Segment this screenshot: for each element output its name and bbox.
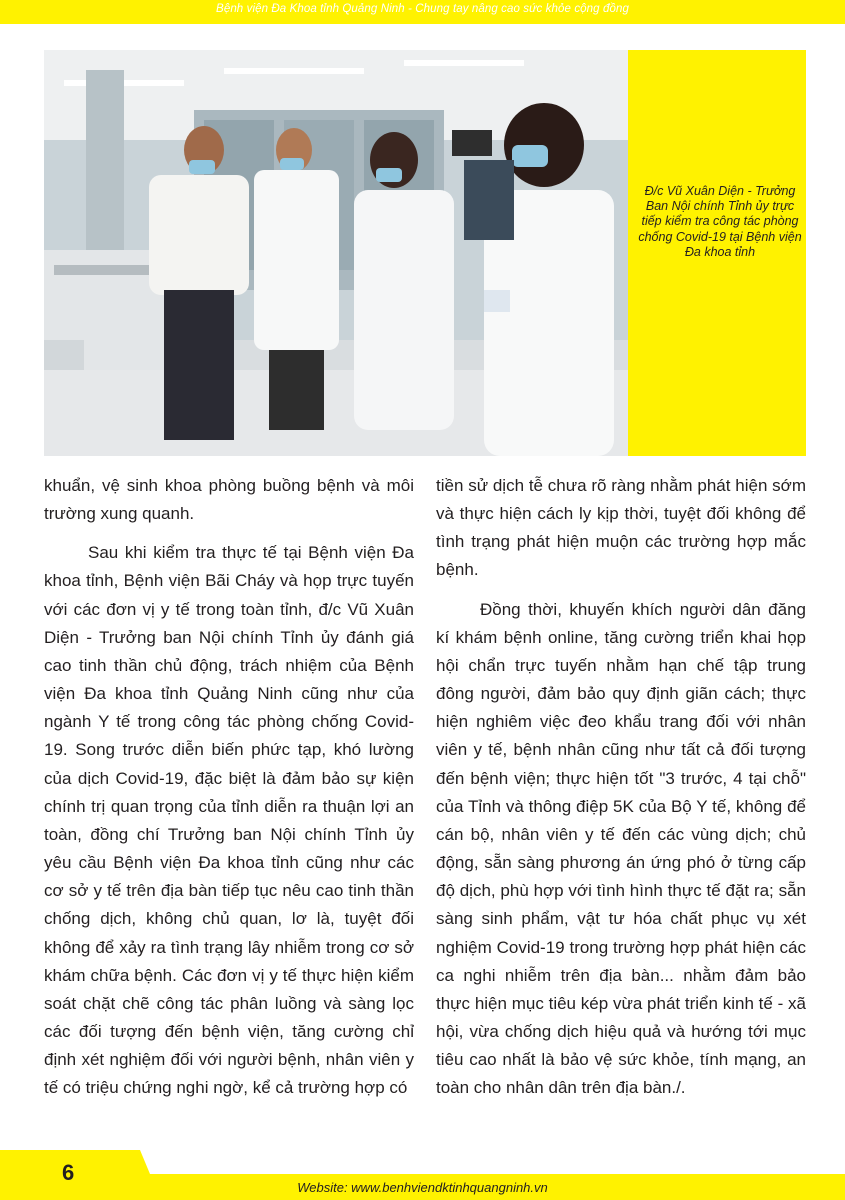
article-photo xyxy=(44,50,628,456)
article-column-right xyxy=(436,472,806,1102)
paragraph: khuẩn, vệ sinh khoa phòng buồng bệnh và môi trường xung quanh. xyxy=(44,476,414,524)
website-url: Website: www.benhviendktinhquangninh.vn xyxy=(297,1180,548,1195)
paragraph: tiền sử dịch tễ chưa rõ ràng nhằm phát hiện sớm và thực hiện cách ly kịp thời, tuyệt đối không để tình trạng phát hiện muộn các trường hợp mắc bệnh. xyxy=(436,476,806,580)
page-number: 6 xyxy=(62,1160,75,1185)
caption-box xyxy=(628,50,806,456)
article-column-left xyxy=(44,472,414,1102)
paragraph: Sau khi kiểm tra thực tế tại Bệnh viện Đa khoa tỉnh, Bệnh viện Bãi Cháy và họp trực tuyến với các đơn vị y tế trong toàn tỉnh, đ/c Vũ Xuân Diện - Trưởng ban Nội chính Tỉnh ủy đánh giá cao tinh thần chủ động, trách nhiệm của Bệnh viện Đa khoa tỉnh Quảng Ninh cũng như của ngành Y tế trong công tác phòng chống Covid-19. Song trước diễn biến phức tạp, khó lường của dịch Covid-19, đặc biệt là đảm bảo sự kiện chính trị quan trọng của tỉnh diễn ra thuận lợi an toàn, đồng chí Trưởng ban Nội chính Tỉnh ủy yêu cầu Bệnh viện Đa khoa tỉnh cũng như các cơ sở y tế trên địa bàn tiếp tục nêu cao tinh thần chống dịch, không chủ quan, lơ là, tuyệt đối không để xảy ra tình trạng lây nhiễm trong cơ sở khám chữa bệnh. Các đơn vị y tế thực hiện kiểm soát chặt chẽ công tác phân luồng và sàng lọc các đối tượng đến bệnh viện, tăng cường chỉ định xét nghiệm đối với người bệnh, nhân viên y tế có triệu chứng nghi ngờ, kể cả trường hợp có xyxy=(44,543,414,1098)
photo-caption: Đ/c Vũ Xuân Diện - Trưởng Ban Nội chính Tỉnh ủy trực tiếp kiểm tra công tác phòng chống Covid-19 tại Bệnh viện Đa khoa tỉnh xyxy=(638,184,802,259)
paragraph: Đồng thời, khuyến khích người dân đăng kí khám bệnh online, tăng cường triển khai họp hội chẩn trực tuyến nhằm hạn chế tập trung đông người, đảm bảo quy định giãn cách; thực hiện nghiêm việc đeo khẩu trang đối với nhân viên y tế, bệnh nhân cũng như tất cả đối tượng đến bệnh viện; thực hiện tốt "3 trước, 4 tại chỗ" của Tỉnh và thông điệp 5K của Bộ Y tế, không để cán bộ, nhân viên y tế đến các vùng dịch; chủ động, sẵn sàng phương án ứng phó ở từng cấp độ dịch, phù hợp với tình hình thực tế đặt ra; sẵn sàng sinh phẩm, vật tư hóa chất phục vụ xét nghiệm Covid-19 trong trường hợp phát hiện các ca nghi nhiễm trên địa bàn... nhằm đảm bảo thực hiện mục tiêu kép vừa phát triển kinh tế - xã hội, vừa chống dịch hiệu quả và hướng tới mục tiêu cao nhất là bảo vệ sức khỏe, tính mạng, an toàn cho nhân dân trên địa bàn./. xyxy=(436,599,806,1098)
running-header: Bệnh viện Đa Khoa tỉnh Quảng Ninh - Chung tay nâng cao sức khỏe cộng đồng xyxy=(216,3,629,15)
